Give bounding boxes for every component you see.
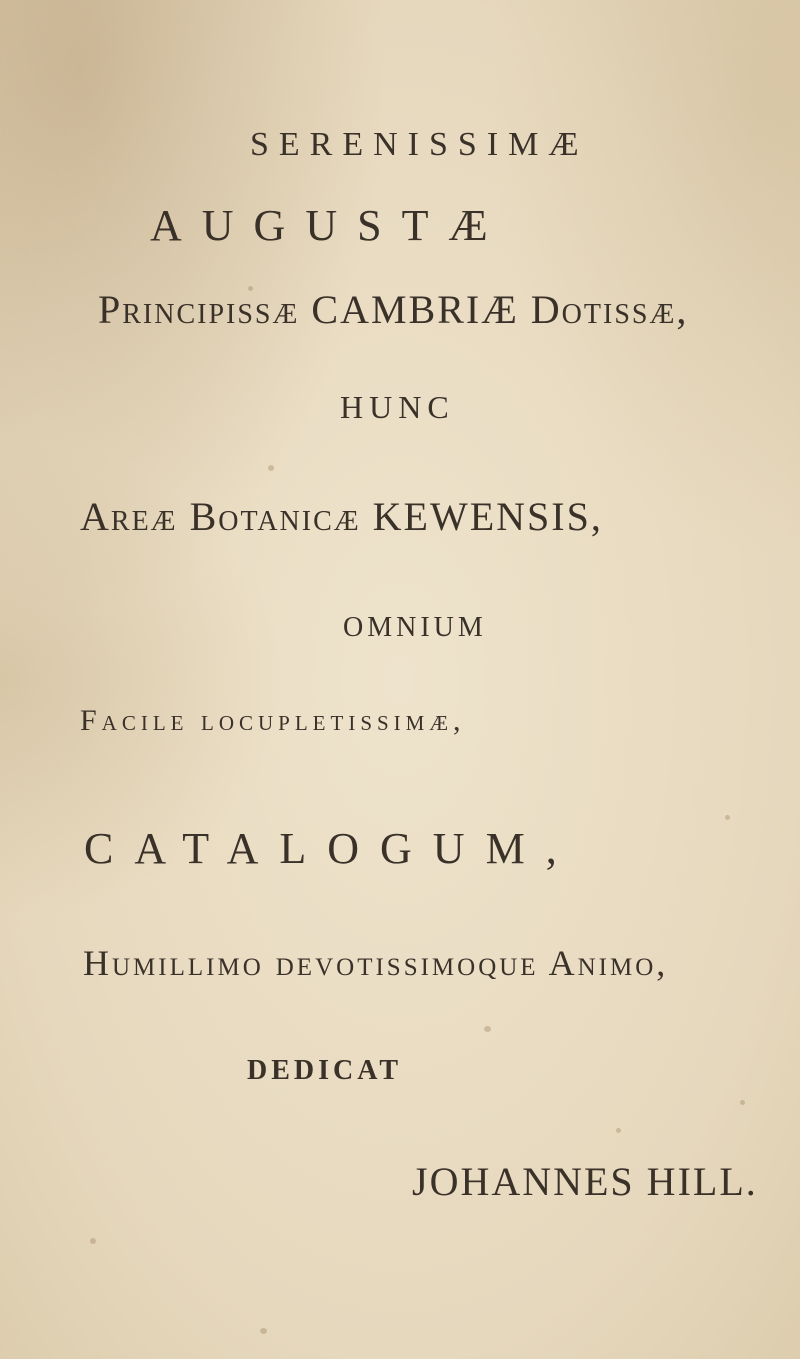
dedication-line-catalogum: CATALOGUM,: [84, 824, 578, 873]
dedication-line-humillimo: Humillimo devotissimoque Animo,: [83, 943, 669, 983]
foxing-spot: [740, 1100, 745, 1105]
dedication-line-augustae: AUGUSTÆ: [150, 201, 508, 250]
dedication-line-principissae: Principissæ CAMBRIÆ Dotissæ,: [98, 287, 689, 332]
foxing-spot: [484, 1026, 491, 1032]
dedication-line-dedicat: DEDICAT: [247, 1055, 403, 1086]
foxing-spot: [616, 1128, 621, 1133]
foxing-spot: [725, 815, 730, 820]
foxing-spot: [90, 1238, 96, 1244]
dedication-line-areae-botanicae: Areæ Botanicæ KEWENSIS,: [80, 494, 603, 539]
dedication-line-serenissimae: SERENISSIMÆ: [250, 126, 589, 163]
dedication-line-omnium: OMNIUM: [343, 612, 487, 643]
dedication-line-locupletissimae: Facile locupletissimæ,: [80, 704, 466, 737]
author-signature: JOHANNES HILL.: [412, 1159, 758, 1204]
dedication-line-hunc: HUNC: [340, 389, 455, 425]
foxing-spot: [268, 465, 274, 471]
foxing-spot: [260, 1328, 267, 1334]
